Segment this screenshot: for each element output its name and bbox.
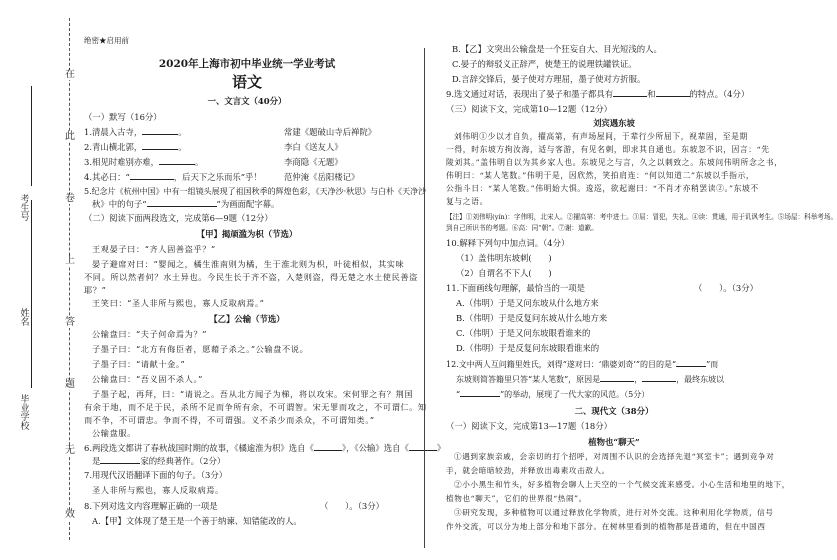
right-column (446, 0, 837, 560)
cut-line (69, 18, 70, 540)
part-title: （二）阅读下面两段选文，完成第6—9题（12分） (84, 213, 273, 223)
warning-char: 上 (65, 255, 75, 266)
option-a: A.（伟明）于是又问东坡从什么地方来 (456, 298, 599, 308)
answer-blank[interactable] (460, 389, 500, 397)
question-6: 6.两段选文都讲了春秋战国时期的故事，《橘逾淮为枳》选自《 》，《公输》选自《 》 (84, 443, 446, 453)
section-title: 二、现代文（38分） (574, 406, 654, 416)
passage-line: 子墨子曰：“请献十金。” (92, 359, 186, 369)
warning-char: 答 (65, 317, 75, 328)
dictation-source: 李商隐《无题》 (284, 157, 343, 167)
warning-char: 在 (65, 69, 75, 80)
section-title: 一、文言文（40分） (207, 96, 287, 106)
exam-number-blank[interactable] (31, 86, 32, 186)
exam-title: 2020年上海市初中毕业统一学业考试 (158, 58, 336, 70)
passage-line: ③研究发现，多种植物可以通过释放化学物质，进行对外交流。这种利用化学物质，信号 (454, 508, 774, 517)
dictation-item: 3.相见时难别亦难， 。 (84, 157, 204, 167)
warning-char: 效 (65, 509, 75, 520)
question-6-cont: 是 家的经典著作。（2分） (92, 456, 226, 466)
question-8: 8.下列对选文内容理解正确的一项是 (84, 501, 218, 511)
question-10: 10.解释下列句中加点词。（4分） (446, 238, 570, 248)
part-title: （一）阅读下文，完成第13—17题（18分） (446, 421, 612, 431)
passage-line: 手，就会暗暗较劲，并释放出毒素攻击敌人。 (446, 466, 610, 475)
passage-line: 作外交流，可以分为地上部分和地下部分。在树林里看到的植物都是普通的，但在中国西 (446, 522, 766, 531)
passage-title: 【甲】揭颃滥为枳（节选） (196, 229, 298, 239)
passage-line: 耶？” (84, 285, 107, 295)
name-label: 姓名 (20, 309, 30, 328)
annotation-note: 到自己所识书的考题。⑥高：同“朝”。⑦谢：道歉。 (446, 224, 598, 232)
passage-line: 公指斗日：“某人笔数。”伟明始大惧。逡巡，欲起谢曰：“不肖才亦稍罢读②。”东坡不 (446, 184, 759, 193)
question-7: 7.用现代汉语翻译下面的句子。（3分） (84, 470, 228, 480)
answer-blank[interactable] (676, 359, 706, 367)
question-12-cont: “ ”的举动，展现了一代大家的风范。（5分） (456, 390, 650, 399)
answer-blank[interactable] (142, 142, 178, 150)
dictation-item: 1.清晨入古寺， 。 (84, 127, 187, 137)
name-blank[interactable] (31, 200, 32, 300)
dictation-item: 4.其必曰：“ ，后天下之乐而乐”乎！ (84, 172, 262, 182)
question-12-cont: 东坡则简答籍里只答“某人笔数”，原因是 ， ，最终东坡以 (456, 375, 725, 384)
passage-line: 子墨子起，再拜，曰：“请说之。吾从北方闻子为梯，将以攻宋。宋何罪之有？荆国 (92, 389, 414, 399)
question-9: 9.选文通过对话，表现出了晏子和墨子都具有 和 的特点。（4分） (446, 89, 750, 99)
option-d: D.（伟明）于是反复问东坡眼看谁来的 (456, 343, 600, 353)
passage-line: 伟明曰：“某人笔数。”伟明于是，因欣然，笑拍肩连：“何以知道二”东坡以手指示， (446, 171, 755, 180)
question-10-1[interactable]: （1）盖伟明东坡刺( ) (456, 253, 552, 263)
question-10-2[interactable]: （2）自谓名不下人( ) (456, 268, 552, 278)
school-label: 毕业学校 (20, 395, 30, 432)
part-title: （一）默写（16分） (84, 112, 162, 122)
answer-blank[interactable] (314, 443, 342, 451)
warning-char: 卷 (65, 193, 75, 204)
passage-line: 公输盘曰：“夫子何命焉为？” (92, 329, 208, 339)
answer-blank[interactable] (409, 443, 437, 451)
translate-sentence: 圣人非所与熙也，寡人反取病焉。 (92, 485, 224, 495)
dictation-source: 李白《送友人》 (284, 142, 343, 152)
dictation-item: 2.青山横北郭， 。 (84, 142, 187, 152)
passage-line: 有余于地，而不足于民，杀所不足而争所有余，不可谓智。宋无罪而攻之，不可谓仁。知 (84, 402, 427, 412)
subject-title: 语文 (231, 73, 262, 91)
question-12: 12.文中两人互问籍里姓氏，刘得“遂对曰：‘鼎婆刘奇’”的目的是“ ”而 (446, 360, 719, 369)
option-a: A.【甲】文体现了楚王是一个善于纳谏、知错能改的人。 (92, 516, 302, 526)
option-b: B.【乙】文突出公输盘是一个狂妄自大、目光短浅的人。 (452, 44, 662, 54)
passage-line: 复与之语。 (446, 197, 488, 206)
passage-line: 公输盘曰：“吾义固不杀人。” (92, 374, 203, 384)
answer-blank[interactable] (600, 374, 634, 382)
passage-line: 不同。所以然者何？水土异也。今民生长于齐不盗，入楚则盗，得无楚之水土使民善盗 (84, 272, 418, 282)
warning-char: 题 (65, 379, 75, 390)
passage-line: 刘伟明①少以才自负，擢高第，有声场屋间，于辈行少所屈下，视辈固，至是期 (454, 132, 748, 141)
answer-paren[interactable]: （ ）。（3分） (694, 283, 758, 293)
passage-line: 公输盘服。 (92, 428, 136, 438)
annotation-note: 【注】①刘伟明(yín)：字伟明，北宋人。②擢高第：考中进士。③屈：冒犯，失礼。④读：贯通，用于讥讽考生。⑤场屋：科举考场。 (446, 213, 837, 221)
question-5-cont: 秋》中的句子“ ”为画面配字幕。 (92, 199, 280, 209)
column-divider (424, 48, 425, 548)
passage-line: 王观晏子曰：“齐人固善盗乎？” (92, 244, 216, 254)
part-title: （三）阅读下文，完成第10—12题（12分） (446, 104, 612, 114)
option-c: C.晏子的辩驳义正辞严，使楚王的说理铁罐铁证。 (452, 59, 637, 69)
answer-blank[interactable] (142, 127, 178, 135)
option-c: C.（伟明）于是又问东坡眼看谁来的 (456, 328, 591, 338)
answer-blank[interactable] (613, 89, 647, 97)
answer-blank[interactable] (642, 374, 676, 382)
passage-title: 刘宾遇东坡 (593, 118, 635, 128)
left-column (84, 0, 446, 560)
passage-line: 晏子避席对曰：“婴闻之，橘生淮南则为橘，生于淮北则为枳，叶徒相似，其实味 (92, 259, 405, 269)
dictation-source: 常建《题破山寺后禅院》 (284, 127, 377, 137)
answer-blank[interactable] (130, 172, 174, 180)
passage-line: 而不争，不可谓忠。争而不得，不可谓强。义不杀少而杀众，不可谓知类。” (84, 415, 375, 425)
passage-title: 植物也“聊天” (588, 437, 640, 447)
option-b: B.（伟明）于是反复问东坡从什么地方来 (456, 313, 608, 323)
passage-line: 王笑曰：“圣人非所与熙也，寡人反取病焉。” (92, 298, 265, 308)
answer-blank[interactable] (100, 456, 140, 464)
exam-number-label: 考生号 (20, 195, 30, 223)
passage-line: ②小小黑生和竹头，好多植物会聊人上天空的一个气候交流来感受。小心生活和地里的地下， (454, 480, 790, 489)
question-11: 11.下面画线句理解，最恰当的一项是 (446, 283, 585, 293)
answer-blank[interactable] (159, 157, 195, 165)
passage-line: ①遇到家族亲戚，会亲切的打个招呼，对周围不认识的会选择先退“冥室卡”；遇到竞争对 (454, 452, 775, 461)
confidential-mark: 绝密★启用前 (84, 36, 129, 45)
passage-line: 一得，时东坡方拘汝海，适与客游，有见名刺，即求其自通也。东坡忽不识，因言：“先 (446, 145, 770, 154)
passage-line: 植物也“聊天”，它们的世界很“热闹”。 (446, 494, 587, 503)
option-d: D.言辞交锋后，晏子使对方理屈，墨子使对方折服。 (452, 74, 646, 84)
answer-blank[interactable] (656, 89, 690, 97)
passage-line: 子墨子曰：“北方有侮臣者，愿藉子杀之。”公输盘不说。 (92, 344, 309, 354)
answer-blank[interactable] (147, 199, 217, 207)
warning-char: 无 (65, 445, 75, 456)
answer-paren[interactable]: （ ）。（3分） (320, 501, 384, 511)
question-5: 5.纪念片《杭州中国》中有一组镜头展现了祖国秋季的辉煌色彩，《天净沙·秋思》与白朴《天净沙 (84, 187, 427, 196)
passage-title: 【乙】公输（节选） (209, 314, 285, 324)
warning-char: 此 (65, 131, 75, 142)
dictation-source: 范仲淹《岳阳楼记》 (284, 172, 360, 182)
passage-line: 陵刘其。”盖伟明自以为其乡家人也。东坡见之与言，久之以刺致之。东坡问伟明所念之书， (446, 158, 783, 167)
